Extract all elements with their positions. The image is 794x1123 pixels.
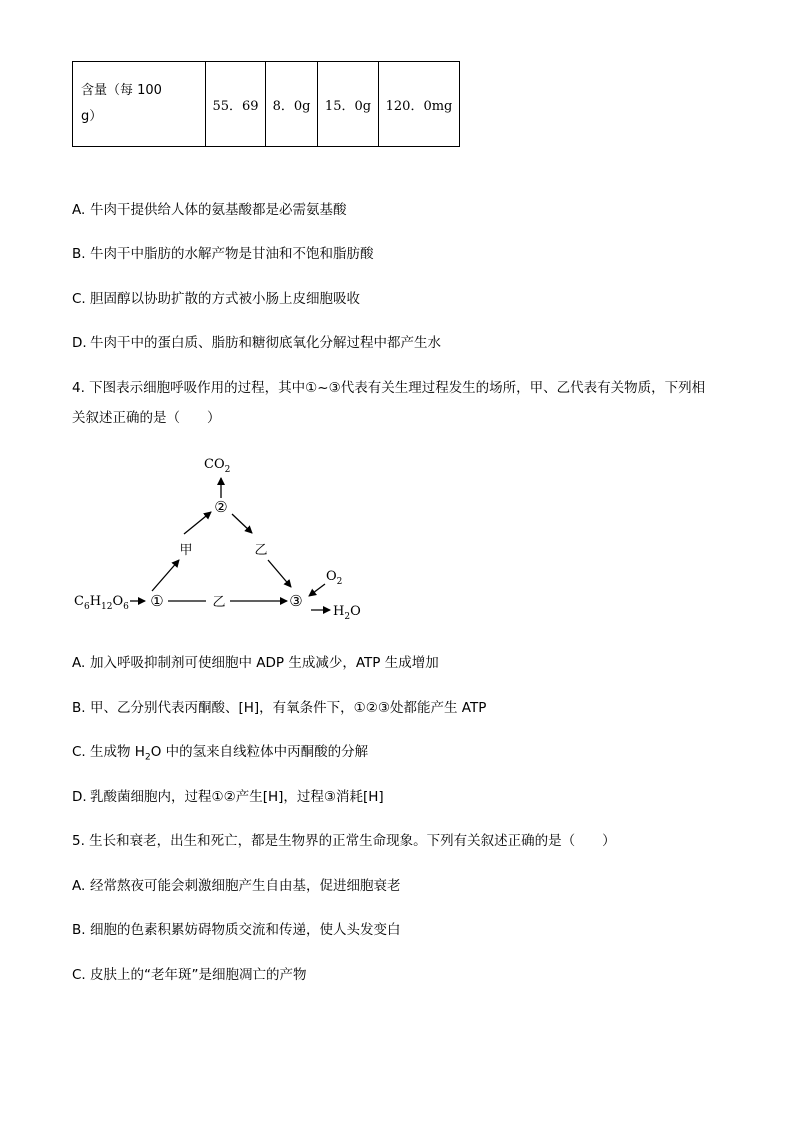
option-key: D. [72, 335, 87, 351]
label-yi-bottom: 乙 [212, 595, 226, 610]
option-key: B. [72, 246, 86, 262]
q4-option-d [72, 787, 384, 807]
option-key: B. [72, 700, 86, 716]
arrow-yi-to-node3 [268, 560, 291, 587]
q3-option-a [72, 200, 347, 220]
h2o-label: $H_2O$ [333, 604, 361, 622]
option-key: C. [72, 744, 86, 760]
row-label-line1: 含量（每 100 [81, 83, 162, 98]
q3-option-c [72, 289, 360, 309]
option-subscript: 2 [144, 752, 151, 763]
table-row-label [73, 62, 206, 147]
table-cell: 55．69 [206, 62, 266, 147]
nutrient-table [72, 61, 460, 147]
arrow-node1-to-jia [152, 560, 179, 591]
q5-option-b [72, 920, 401, 940]
option-text: 甲、乙分别代表丙酮酸、[H]，有氧条件下，①②③处都能产生 ATP [90, 700, 487, 716]
option-text: 牛肉干中脂肪的水解产物是甘油和不饱和脂肪酸 [90, 246, 374, 262]
option-text: O 中的氢来自线粒体中丙酮酸的分解 [150, 744, 369, 760]
row-label-line2: g） [81, 109, 103, 124]
arrow-o2-to-node3 [309, 584, 325, 596]
q4-option-a [72, 653, 439, 673]
q4-stem-line2: 关叙述正确的是（ ） [72, 410, 221, 426]
q4-stem-line1: 4. 下图表示细胞呼吸作用的过程，其中①~③代表有关生理过程发生的场所，甲、乙代表有关物质，下列相 [72, 380, 706, 396]
q5-option-a [72, 876, 401, 896]
option-text: 乳酸菌细胞内，过程①②产生[H]，过程③消耗[H] [90, 789, 384, 805]
q4-option-b [72, 698, 486, 718]
option-key: D. [72, 789, 87, 805]
node-1: ① [150, 592, 164, 610]
table-row [73, 62, 460, 147]
label-jia: 甲 [179, 543, 193, 558]
table-cell: 120．0mg [379, 62, 460, 147]
option-key: C. [72, 967, 86, 983]
respiration-diagram [60, 448, 380, 628]
table-cell: 15．0g [318, 62, 379, 147]
arrow-node2-to-yi [232, 514, 252, 533]
option-text: 牛肉干中的蛋白质、脂肪和糖彻底氧化分解过程中都产生水 [90, 335, 441, 351]
table-cell: 8．0g [266, 62, 318, 147]
q4-option-c [72, 742, 368, 768]
option-text: 皮肤上的“老年斑”是细胞凋亡的产物 [90, 967, 307, 983]
arrow-jia-to-node2 [184, 512, 211, 534]
co2-label: $CO_2$ [204, 457, 231, 475]
option-text: 牛肉干提供给人体的氨基酸都是必需氨基酸 [90, 202, 347, 218]
option-key: A. [72, 655, 86, 671]
option-key: A. [72, 878, 86, 894]
option-key: B. [72, 922, 86, 938]
q5-option-c [72, 965, 307, 985]
label-yi-right: 乙 [254, 543, 268, 558]
option-text: 胆固醇以协助扩散的方式被小肠上皮细胞吸收 [90, 291, 360, 307]
option-text: 细胞的色素积累妨碍物质交流和传递，使人头发变白 [90, 922, 401, 938]
q5-stem: 5. 生长和衰老，出生和死亡，都是生物界的正常生命现象。下列有关叙述正确的是（ ） [72, 833, 616, 849]
option-key: C. [72, 291, 86, 307]
glucose-formula: $C_6H_{12}O_6$ [74, 594, 129, 612]
option-key: A. [72, 202, 86, 218]
q3-option-d [72, 333, 441, 353]
option-text: 生成物 H [90, 744, 145, 760]
node-3: ③ [289, 592, 303, 610]
o2-label: $O_2$ [326, 569, 343, 587]
node-2: ② [214, 498, 228, 516]
option-text: 经常熬夜可能会刺激细胞产生自由基，促进细胞衰老 [90, 878, 401, 894]
option-text: 加入呼吸抑制剂可使细胞中 ADP 生成减少，ATP 生成增加 [90, 655, 439, 671]
q3-option-b [72, 244, 374, 264]
